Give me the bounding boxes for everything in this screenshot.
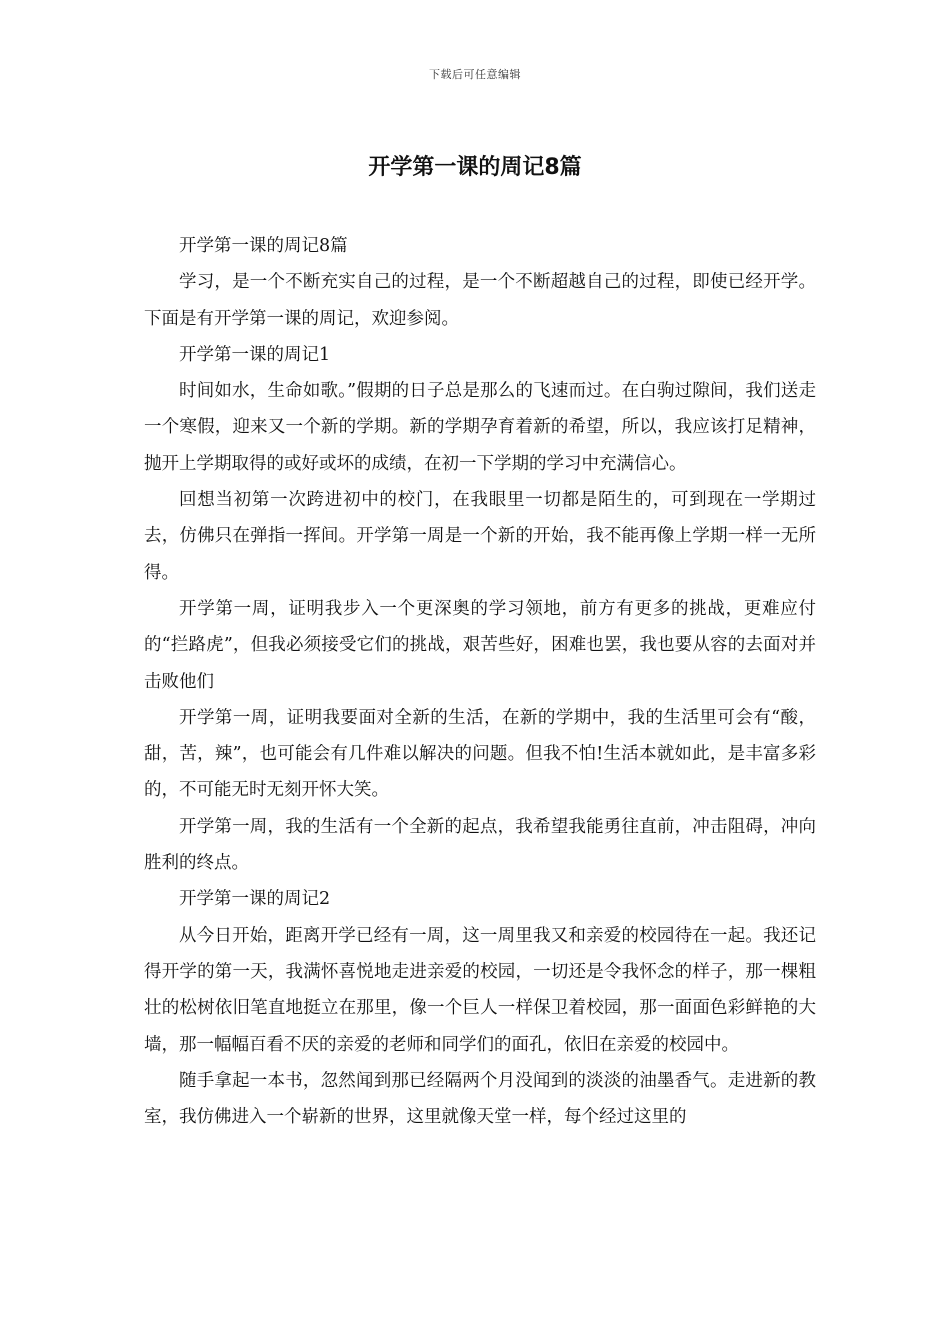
body-text (144, 228, 816, 1135)
paragraph: 回想当初第一次跨进初中的校门，在我眼里一切都是陌生的，可到现在一学期过去，仿佛只在弹指一挥间。开学第一周是一个新的开始，我不能再像上学期一样一无所得。 (144, 490, 816, 583)
paragraph: 时间如水，生命如歌。”假期的日子总是那么的飞速而过。在白驹过隙间，我们送走一个寒假，迎来又一个新的学期。新的学期孕育着新的希望，所以，我应该打足精神，抛开上学期取得的或好或坏的成绩，在初一下学期的学习中充满信心。 (144, 381, 816, 474)
section-heading-1: 开学第一课的周记1 (179, 344, 331, 365)
paragraph: 开学第一周，我的生活有一个全新的起点，我希望我能勇往直前，冲击阻碍，冲向胜利的终点。 (144, 816, 816, 874)
page-title: 开学第一课的周记8篇 (368, 155, 582, 180)
section-heading-2: 开学第一课的周记2 (179, 889, 331, 910)
header-note: 下载后可任意编辑 (429, 68, 521, 81)
paragraph: 从今日开始，距离开学已经有一周，这一周里我又和亲爱的校园待在一起。我还记得开学的第一天，我满怀喜悦地走进亲爱的校园，一切还是令我怀念的样子，那一棵粗壮的松树依旧笔直地挺立在那里，像一个巨人一样保卫着校园，那一面面色彩鲜艳的大墙，那一幅幅百看不厌的亲爱的老师和同学们的面孔，依旧在亲爱的校园中。 (144, 925, 816, 1055)
paragraph-subtitle: 开学第一课的周记8篇 (179, 236, 348, 256)
paragraph: 开学第一周，证明我步入一个更深奥的学习领地，前方有更多的挑战，更难应付的“拦路虎”，但我必须接受它们的挑战，艰苦些好，困难也罢，我也要从容的去面对并击败他们 (144, 598, 816, 692)
paragraph: 随手拿起一本书，忽然闻到那已经隔两个月没闻到的淡淡的油墨香气。走进新的教室，我仿佛进入一个崭新的世界，这里就像天堂一样，每个经过这里的 (144, 1070, 816, 1128)
paragraph-intro: 学习，是一个不断充实自己的过程，是一个不断超越自己的过程，即使已经开学。下面是有开学第一课的周记，欢迎参阅。 (144, 272, 816, 329)
paragraph: 开学第一周，证明我要面对全新的生活，在新的学期中，我的生活里可会有“酸，甜，苦，辣”，也可能会有几件难以解决的问题。但我不怕!生活本就如此，是丰富多彩的，不可能无时无刻开怀大笑。 (144, 707, 816, 801)
